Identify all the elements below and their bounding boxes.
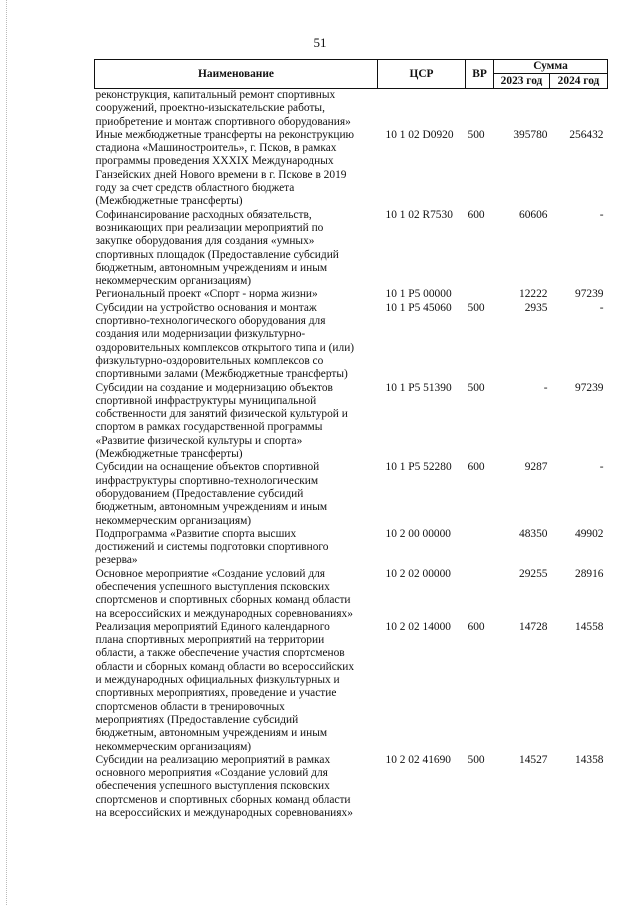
row-name-line: Реализация мероприятий Единого календарного bbox=[95, 620, 330, 633]
row-vr-cell: 500 bbox=[467, 753, 485, 766]
table-row bbox=[95, 528, 608, 568]
row-name-line: Иные межбюджетные трансферты на реконструкцию bbox=[95, 128, 355, 141]
row-name-cell bbox=[95, 302, 378, 382]
row-name-cell bbox=[95, 209, 378, 289]
row-vr-cell bbox=[466, 89, 494, 129]
row-name-line: реконструкция, капитальный ремонт спортивных bbox=[95, 89, 336, 101]
row-vr-cell: 600 bbox=[467, 461, 485, 474]
row-name-line: на всероссийских и международных соревнованиях» bbox=[95, 607, 353, 620]
row-name-cell bbox=[95, 754, 378, 820]
row-2023-cell: 14728 bbox=[519, 620, 548, 633]
row-2024-cell: 49902 bbox=[575, 527, 604, 540]
row-vr-cell bbox=[466, 528, 494, 568]
row-csr-cell: 10 1 02 R7530 bbox=[385, 208, 453, 221]
row-name-line: программы проведения XXXIX Международных bbox=[95, 155, 334, 168]
row-name-line: «Развитие физической культуры и спорта» bbox=[95, 434, 303, 447]
header-vr: ВР bbox=[466, 60, 494, 89]
row-name-line: инфраструктуры спортивно-технологическим bbox=[95, 474, 319, 487]
table-row bbox=[95, 461, 608, 527]
row-2024-cell: - bbox=[599, 208, 604, 221]
row-csr-cell: 10 2 02 14000 bbox=[385, 620, 451, 633]
row-vr-cell: 500 bbox=[467, 301, 485, 314]
row-name-line: спортсменов области в тренировочных bbox=[95, 700, 285, 713]
row-name-line: и международных официальных физкультурных и bbox=[95, 674, 340, 687]
row-name-line: области и сборных команд области во всероссийских bbox=[95, 660, 355, 673]
row-2024-cell: 14358 bbox=[575, 753, 604, 766]
row-name-line: достижений и системы подготовки спортивного bbox=[95, 541, 329, 554]
row-csr-cell: 10 2 02 00000 bbox=[385, 567, 451, 580]
row-name-line: создания или модернизации физкультурно- bbox=[95, 328, 306, 341]
row-2024-cell: 97239 bbox=[575, 288, 604, 301]
row-name-line: Региональный проект «Спорт - норма жизни» bbox=[95, 288, 318, 301]
row-2023-cell: 48350 bbox=[519, 527, 548, 540]
row-name-line: стадиона «Машиностроитель», г. Псков, в рамках bbox=[95, 142, 337, 155]
row-csr-cell: 10 2 02 41690 bbox=[385, 753, 451, 766]
row-2024-cell bbox=[550, 89, 608, 129]
row-name-line: Субсидии на устройство основания и монтаж bbox=[95, 301, 317, 314]
row-2024-cell: 256432 bbox=[569, 128, 604, 141]
row-csr-cell: 10 1 P5 00000 bbox=[385, 288, 452, 301]
row-name-cell bbox=[95, 89, 378, 129]
row-name-line: году за счет средств областного бюджета bbox=[95, 182, 295, 195]
row-name-line: спортивной инфраструктуры муниципальной bbox=[95, 394, 317, 407]
row-name-line: сооружений, проектно-изыскательские работы, bbox=[95, 102, 325, 115]
row-csr-cell: 10 1 P5 45060 bbox=[385, 301, 452, 314]
table-row bbox=[95, 302, 608, 382]
table-header bbox=[95, 60, 608, 89]
row-name-line: резерва» bbox=[95, 554, 138, 567]
row-csr-cell: 10 2 00 00000 bbox=[385, 527, 451, 540]
row-2023-cell bbox=[494, 89, 550, 129]
row-vr-cell: 500 bbox=[467, 128, 485, 141]
row-name-line: (Межбюджетные трансферты) bbox=[95, 448, 243, 461]
row-name-line: физкультурно-оздоровительных комплексов со bbox=[95, 354, 324, 367]
row-name-line: Основное мероприятие «Создание условий для bbox=[95, 567, 326, 580]
row-name-line: приобретение и монтаж спортивного оборудования» bbox=[95, 115, 351, 128]
table-row bbox=[95, 288, 608, 301]
header-csr: ЦСР bbox=[378, 60, 466, 89]
row-name-line: обеспечения успешного выступления псковских bbox=[95, 580, 330, 593]
table-row bbox=[95, 754, 608, 820]
table-row bbox=[95, 568, 608, 621]
row-2023-cell: 60606 bbox=[519, 208, 548, 221]
row-name-line: (Межбюджетные трансферты) bbox=[95, 195, 243, 208]
row-name-cell bbox=[95, 129, 378, 209]
row-name-line: основного мероприятия «Создание условий для bbox=[95, 767, 328, 780]
page-number: 51 bbox=[313, 35, 327, 50]
row-name-cell bbox=[95, 621, 378, 754]
row-name-line: Субсидии на оснащение объектов спортивной bbox=[95, 461, 320, 474]
table-row bbox=[95, 129, 608, 209]
table-body bbox=[95, 89, 608, 821]
table-row bbox=[95, 209, 608, 289]
table-row bbox=[95, 89, 608, 129]
row-name-line: бюджетным, автономным учреждениям и иным bbox=[95, 727, 328, 740]
row-2024-cell: - bbox=[599, 461, 604, 474]
row-2023-cell: 12222 bbox=[519, 288, 548, 301]
row-csr-cell bbox=[378, 89, 466, 129]
header-sum: Сумма bbox=[494, 60, 608, 74]
row-name-line: спортивными залами (Межбюджетные трансферты) bbox=[95, 368, 348, 381]
row-name-cell bbox=[95, 528, 378, 568]
row-name-line: спортсменов и спортивных сборных команд области bbox=[95, 594, 351, 607]
row-name-line: спортсменов и спортивных сборных команд области bbox=[95, 793, 351, 806]
row-csr-cell: 10 1 02 D0920 bbox=[385, 128, 454, 141]
row-name-line: Софинансирование расходных обязательств, bbox=[95, 208, 312, 221]
row-name-line: спортивных мероприятиях, проведение и участие bbox=[95, 687, 337, 700]
row-2024-cell: - bbox=[599, 301, 604, 314]
row-csr-cell: 10 1 P5 52280 bbox=[385, 461, 452, 474]
row-name-line: Субсидии на реализацию мероприятий в рамках bbox=[95, 753, 331, 766]
row-name-line: закупке оборудования для создания «умных» bbox=[95, 235, 315, 248]
row-name-line: спортивных площадок (Предоставление субсидий bbox=[95, 248, 339, 261]
row-name-line: возникающих при реализации мероприятий по bbox=[95, 221, 324, 234]
row-2023-cell: 395780 bbox=[513, 128, 548, 141]
row-vr-cell bbox=[466, 288, 494, 301]
budget-table-container bbox=[94, 59, 607, 820]
row-name-line: Ганзейских дней Нового времени в г. Пскове в 2019 bbox=[95, 168, 347, 181]
table-row bbox=[95, 621, 608, 754]
row-name-cell bbox=[95, 568, 378, 621]
row-name-line: мероприятиях (Предоставление субсидий bbox=[95, 713, 299, 726]
row-2024-cell: 14558 bbox=[575, 620, 604, 633]
row-name-line: бюджетным, автономным учреждениям и иным bbox=[95, 501, 328, 514]
row-vr-cell: 600 bbox=[467, 620, 485, 633]
scan-edge bbox=[6, 0, 8, 905]
row-name-line: бюджетным, автономным учреждениям и иным bbox=[95, 261, 328, 274]
header-year-2023: 2023 год bbox=[494, 74, 550, 89]
row-name-line: на всероссийских и международных соревнованиях» bbox=[95, 807, 353, 820]
row-2023-cell: 9287 bbox=[524, 461, 548, 474]
row-vr-cell: 600 bbox=[467, 208, 485, 221]
row-name-cell bbox=[95, 288, 378, 301]
row-name-line: некоммерческим организациям) bbox=[95, 275, 252, 288]
row-name-line: плана спортивных мероприятий на территории bbox=[95, 634, 325, 647]
row-name-line: некоммерческим организациям) bbox=[95, 740, 252, 753]
row-name-line: спортом в рамках государственной программы bbox=[95, 421, 323, 434]
row-name-line: спортивно-технологического оборудования для bbox=[95, 315, 326, 328]
row-name-line: оборудованием (Предоставление субсидий bbox=[95, 487, 304, 500]
row-name-line: обеспечения успешного выступления псковских bbox=[95, 780, 330, 793]
row-2023-cell: 14527 bbox=[519, 753, 548, 766]
row-name-line: оздоровительных комплексов открытого типа и (или) bbox=[95, 341, 355, 354]
row-name-line: собственности для занятий физической культурой и bbox=[95, 408, 348, 421]
row-vr-cell bbox=[466, 568, 494, 621]
table-row bbox=[95, 382, 608, 462]
row-csr-cell: 10 1 P5 51390 bbox=[385, 381, 452, 394]
row-2023-cell: - bbox=[543, 381, 548, 394]
row-name-line: области, а также обеспечение участия спортсменов bbox=[95, 647, 345, 660]
row-2023-cell: 29255 bbox=[519, 567, 548, 580]
row-name-line: некоммерческим организациям) bbox=[95, 514, 252, 527]
budget-table bbox=[94, 59, 608, 820]
row-name-cell bbox=[95, 382, 378, 462]
row-name-cell bbox=[95, 461, 378, 527]
row-name-line: Подпрограмма «Развитие спорта высших bbox=[95, 527, 297, 540]
row-2023-cell: 2935 bbox=[524, 301, 548, 314]
row-2024-cell: 97239 bbox=[575, 381, 604, 394]
row-vr-cell: 500 bbox=[467, 381, 485, 394]
row-name-line: Субсидии на создание и модернизацию объектов bbox=[95, 381, 333, 394]
header-name: Наименование bbox=[95, 60, 378, 89]
row-2024-cell: 28916 bbox=[575, 567, 604, 580]
header-year-2024: 2024 год bbox=[550, 74, 608, 89]
